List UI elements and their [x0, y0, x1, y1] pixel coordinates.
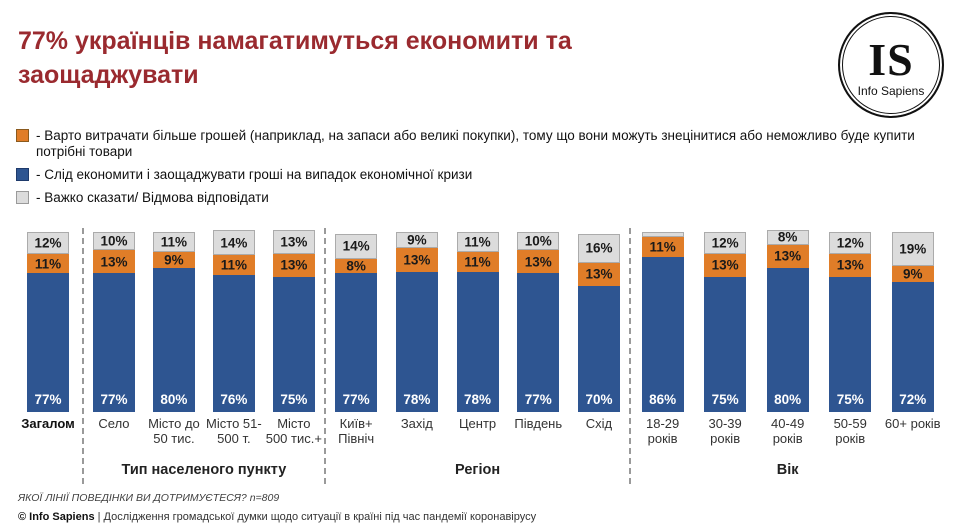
- segment-value: 11%: [464, 254, 491, 270]
- segment-value: 11%: [649, 239, 676, 255]
- bar-column: [447, 232, 508, 412]
- bars-row: [326, 228, 630, 412]
- segment-value: 13%: [100, 254, 128, 270]
- segment-spend: [93, 250, 135, 273]
- axis-label: Село: [98, 416, 130, 431]
- segment-dk: [27, 232, 69, 254]
- segment-value: 76%: [220, 392, 248, 407]
- bar-column: [144, 232, 204, 412]
- bar-18-29 років: [642, 232, 684, 412]
- segment-dk: [213, 230, 255, 255]
- segment-value: 78%: [403, 392, 431, 407]
- axis-label: Місто 500 тис.+: [265, 416, 322, 446]
- segment-save: [396, 272, 438, 412]
- segment-save: [213, 275, 255, 412]
- bar-Місто 500 тис.+: [273, 230, 315, 412]
- segment-value: 72%: [899, 392, 927, 407]
- segment-value: 75%: [280, 392, 308, 407]
- segment-spend: [335, 259, 377, 273]
- axis-labels-row: [14, 416, 82, 462]
- bar-Село: [93, 232, 135, 412]
- segment-value: 80%: [160, 392, 188, 407]
- bar-60+ років: [892, 232, 934, 412]
- segment-value: 16%: [585, 240, 613, 256]
- segment-value: 10%: [524, 233, 552, 249]
- axis-labels-row: [326, 416, 630, 462]
- axis-label: 18-29 років: [645, 416, 680, 446]
- segment-dk: [273, 230, 315, 253]
- segment-value: 12%: [34, 235, 62, 251]
- segment-value: 13%: [836, 257, 864, 273]
- segment-spend: [829, 254, 871, 277]
- chart-legend: [16, 128, 940, 213]
- chart-group-Вік: [629, 228, 944, 484]
- segment-dk: [767, 230, 809, 244]
- axis-label: 50-59 років: [833, 416, 867, 446]
- group-title: Тип населеного пункту: [121, 462, 287, 478]
- segment-value: 14%: [220, 235, 248, 251]
- segment-value: 78%: [464, 392, 492, 407]
- legend-swatch-dk-icon: [16, 191, 29, 204]
- segment-save: [892, 282, 934, 412]
- bar-column: [326, 234, 387, 412]
- segment-save: [153, 268, 195, 412]
- segment-value: 13%: [403, 252, 431, 268]
- segment-value: 19%: [899, 241, 927, 257]
- segment-dk: [153, 232, 195, 252]
- segment-save: [517, 273, 559, 412]
- segment-save: [273, 277, 315, 412]
- segment-save: [27, 273, 69, 412]
- group-title: [14, 462, 82, 484]
- bar-column: [204, 230, 264, 412]
- page-title: 77% українців намагатимуться економити та заощаджувати: [18, 27, 572, 89]
- bar-column: [84, 232, 144, 412]
- segment-dk: [93, 232, 135, 250]
- legend-swatch-spend-icon: [16, 129, 29, 142]
- bar-column: [756, 230, 819, 412]
- chart: [14, 228, 944, 484]
- bar-Південь: [517, 232, 559, 412]
- segment-value: 11%: [220, 257, 248, 273]
- segment-value: 10%: [100, 233, 128, 249]
- segment-spend: [27, 254, 69, 274]
- segment-dk: [396, 232, 438, 248]
- segment-dk: [335, 234, 377, 259]
- bar-column: [387, 232, 448, 412]
- segment-value: 11%: [160, 234, 188, 250]
- axis-labels-row: [631, 416, 944, 462]
- segment-value: 9%: [407, 232, 427, 248]
- segment-value: 9%: [902, 266, 923, 282]
- segment-spend: [767, 245, 809, 268]
- segment-spend: [642, 237, 684, 257]
- segment-value: 13%: [585, 266, 613, 282]
- axis-labels-row: [84, 416, 324, 462]
- axis-label: Місто 51-500 т.: [206, 416, 262, 446]
- bar-column: [264, 230, 324, 412]
- bars-row: [631, 228, 944, 412]
- segment-value: 13%: [774, 248, 802, 264]
- bar-column: [14, 232, 82, 412]
- segment-save: [93, 273, 135, 412]
- segment-value: 75%: [836, 392, 864, 407]
- axis-label: 40-49 років: [771, 416, 805, 446]
- segment-value: 13%: [280, 257, 308, 273]
- segment-spend: [517, 250, 559, 273]
- segment-save: [335, 273, 377, 412]
- segment-value: 11%: [464, 234, 491, 250]
- segment-dk: [457, 232, 499, 252]
- segment-spend: [892, 266, 934, 282]
- segment-value: 77%: [342, 392, 370, 407]
- logo-name: Info Sapiens: [857, 84, 925, 98]
- bar-column: [881, 232, 944, 412]
- question-footnote: ЯКОЇ ЛІНІЇ ПОВЕДІНКИ ВИ ДОТРИМУЄТЕСЯ? n=809: [18, 492, 280, 504]
- bar-50-59 років: [829, 232, 871, 412]
- chart-group-total: [14, 228, 82, 484]
- segment-value: 11%: [34, 256, 62, 271]
- segment-value: 80%: [774, 392, 802, 407]
- bar-Схід: [578, 234, 620, 412]
- segment-dk: [829, 232, 871, 254]
- bar-Місто 51-500 т.: [213, 230, 255, 412]
- segment-save: [457, 272, 499, 412]
- segment-value: 8%: [777, 229, 798, 245]
- segment-save: [578, 286, 620, 412]
- segment-value: 75%: [711, 392, 739, 407]
- legend-swatch-save-icon: [16, 168, 29, 181]
- segment-spend: [153, 252, 195, 268]
- bar-40-49 років: [767, 230, 809, 412]
- segment-value: 77%: [100, 392, 128, 407]
- segment-save: [642, 257, 684, 412]
- bar-column: [508, 232, 569, 412]
- segment-dk: [578, 234, 620, 263]
- segment-dk: [517, 232, 559, 250]
- segment-spend: [213, 255, 255, 275]
- bar-Загалом: [27, 232, 69, 412]
- axis-label: Київ+ Північ: [338, 416, 375, 446]
- segment-value: 9%: [164, 252, 184, 268]
- axis-label: Загалом: [21, 416, 75, 431]
- axis-label: 30-39 років: [708, 416, 742, 446]
- bar-column: [819, 232, 882, 412]
- chart-group-Тип населеного пункту: [82, 228, 324, 484]
- info-sapiens-logo: [838, 12, 944, 118]
- legend-label: - Варто витрачати більше грошей (наприклад, на запаси або великі покупки), тому що вони можуть знецінитися або неможливо буде купити потрібні товари: [36, 128, 915, 159]
- segment-value: 12%: [836, 235, 864, 251]
- bar-30-39 років: [704, 232, 746, 412]
- bar-column: [694, 232, 757, 412]
- segment-save: [767, 268, 809, 412]
- group-title: Вік: [776, 462, 799, 478]
- axis-label: Схід: [585, 416, 613, 431]
- axis-label: Центр: [458, 416, 497, 431]
- source-text: | Дослідження громадської думки щодо ситуації в країні під час пандемії коронавірусу: [94, 511, 537, 523]
- segment-value: 13%: [711, 257, 739, 273]
- bar-Місто до 50 тис.: [153, 232, 195, 412]
- legend-item-dk: [16, 190, 940, 206]
- axis-label: 60+ років: [884, 416, 941, 431]
- axis-label: Південь: [514, 416, 563, 431]
- segment-value: 13%: [524, 254, 552, 270]
- legend-label: - Важко сказати/ Відмова відповідати: [36, 190, 269, 205]
- segment-value: 77%: [34, 392, 62, 407]
- segment-spend: [273, 254, 315, 277]
- segment-value: 12%: [711, 235, 739, 251]
- legend-label: - Слід економити і заощаджувати гроші на випадок економічної кризи: [36, 167, 473, 182]
- segment-spend: [457, 252, 499, 272]
- axis-label: Захід: [400, 416, 433, 431]
- segment-value: 77%: [524, 392, 552, 407]
- bar-column: [631, 232, 694, 412]
- segment-save: [704, 277, 746, 412]
- segment-spend: [704, 254, 746, 277]
- group-title: Регіон: [455, 462, 501, 478]
- segment-spend: [396, 248, 438, 271]
- segment-value: 70%: [585, 392, 613, 407]
- axis-label: Місто до 50 тис.: [148, 416, 200, 446]
- legend-item-spend: [16, 128, 940, 160]
- logo-initials: IS: [868, 34, 914, 85]
- chart-group-Регіон: [324, 228, 630, 484]
- segment-save: [829, 277, 871, 412]
- segment-dk: [892, 232, 934, 266]
- source-line: [18, 511, 536, 523]
- bar-column: [569, 234, 630, 412]
- segment-value: 14%: [342, 238, 370, 254]
- bar-Захід: [396, 232, 438, 412]
- legend-item-save: [16, 167, 940, 183]
- segment-value: 13%: [280, 234, 308, 250]
- bar-Київ+ Північ: [335, 234, 377, 412]
- segment-value: 8%: [346, 258, 366, 274]
- segment-value: 86%: [649, 392, 677, 407]
- segment-dk: [704, 232, 746, 254]
- bar-Центр: [457, 232, 499, 412]
- segment-spend: [578, 263, 620, 286]
- source-brand: © Info Sapiens: [18, 511, 95, 523]
- bars-row: [84, 228, 324, 412]
- bars-row: [14, 228, 82, 412]
